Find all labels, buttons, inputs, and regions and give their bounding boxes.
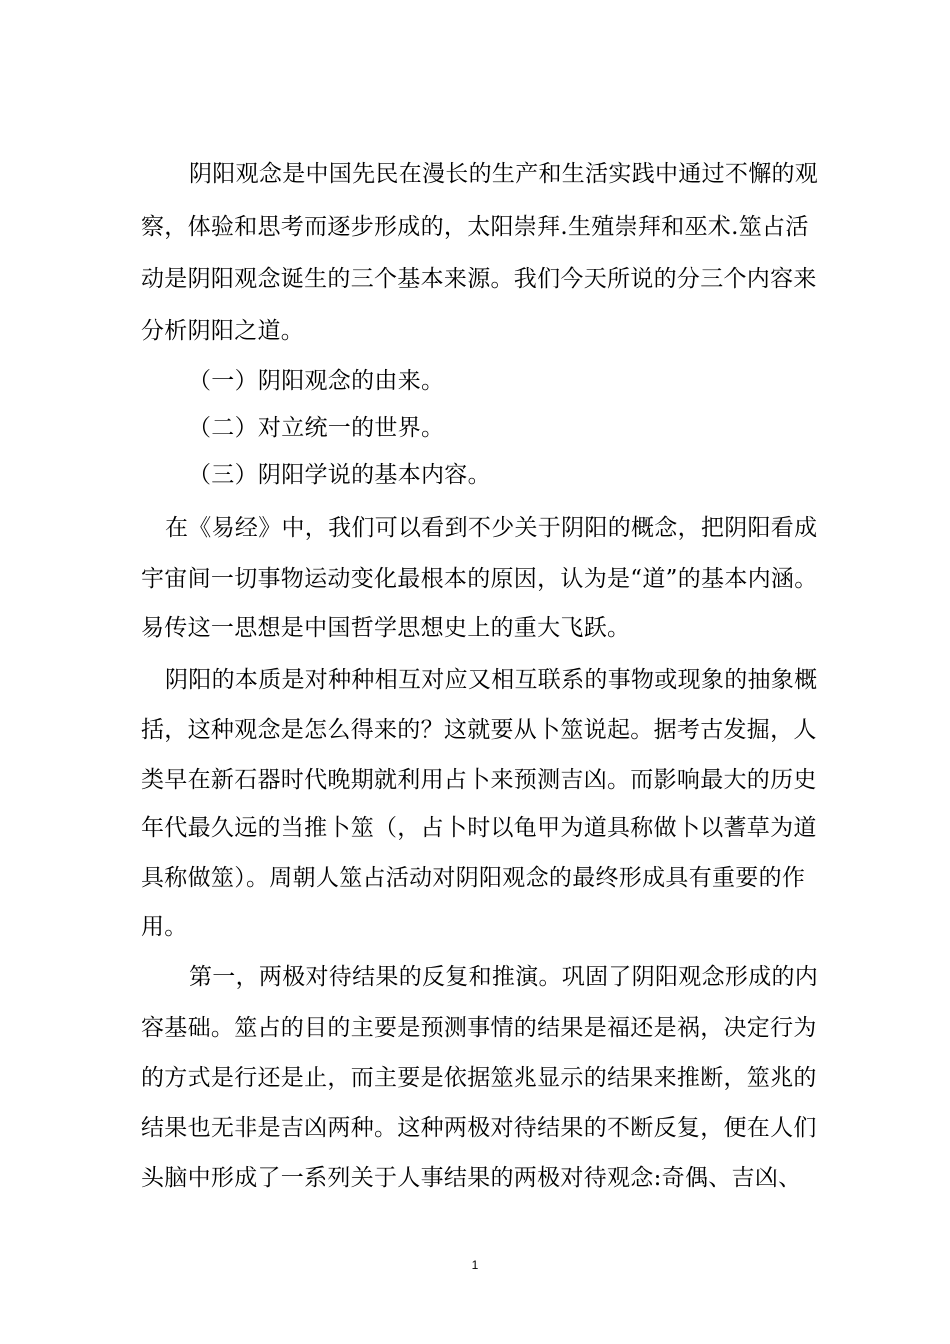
- text-line-2: 察，体验和思考而逐步形成的，太阳崇拜.生殖崇拜和巫术.筮占活: [141, 214, 809, 240]
- text-line-20: 结果也无非是吉凶两种。这种两极对待结果的不断反复，便在人们: [141, 1115, 817, 1141]
- text-line-14: 年代最久远的当推卜筮（，占卜时以龟甲为道具称做卜以蓍草为道: [141, 815, 817, 841]
- text-line-18: 容基础。筮占的目的主要是预测事情的结果是福还是祸，决定行为: [141, 1015, 817, 1041]
- text-line-19: 的方式是行还是止，而主要是依据筮兆显示的结果来推断，筮兆的: [141, 1065, 817, 1091]
- text-line-8: 在《易经》中，我们可以看到不少关于阴阳的概念，把阴阳看成: [165, 515, 818, 541]
- page-number: 1: [471, 1258, 479, 1272]
- text-line-13: 类早在新石器时代晚期就利用占卜来预测吉凶。而影响最大的历史: [141, 767, 817, 793]
- text-line-16: 用。: [141, 914, 188, 940]
- list-item-3: （三）阴阳学说的基本内容。: [188, 462, 491, 488]
- text-line-15: 具称做筮）。周朝人筮占活动对阴阳观念的最终形成具有重要的作: [141, 865, 806, 891]
- text-line-17: 第一，两极对待结果的反复和推演。巩固了阴阳观念形成的内: [189, 964, 819, 990]
- list-item-2: （二）对立统一的世界。: [188, 415, 445, 441]
- text-line-12: 括，这种观念是怎么得来的？这就要从卜筮说起。据考古发掘，人: [141, 717, 817, 743]
- text-line-11: 阴阳的本质是对种种相互对应又相互联系的事物或现象的抽象概: [165, 667, 818, 693]
- text-line-3: 动是阴阳观念诞生的三个基本来源。我们今天所说的分三个内容来: [141, 266, 817, 292]
- text-line-4: 分析阴阳之道。: [141, 318, 305, 344]
- text-line-21: 头脑中形成了一系列关于人事结果的两极对待观念:奇偶、吉凶、: [141, 1165, 802, 1191]
- text-line-10: 易传这一思想是中国哲学思想史上的重大飞跃。: [141, 615, 631, 641]
- text-line-9: 宇宙间一切事物运动变化最根本的原因，认为是“道”的基本内涵。: [141, 566, 818, 592]
- text-line-1: 阴阳观念是中国先民在漫长的生产和生活实践中通过不懈的观: [189, 161, 819, 187]
- list-item-1: （一）阴阳观念的由来。: [188, 368, 445, 394]
